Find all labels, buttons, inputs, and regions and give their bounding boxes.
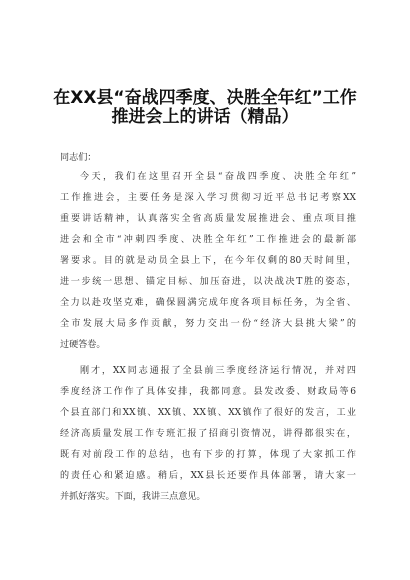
paragraph-2-line: 经济高质量发展工作专班汇报了招商引资情况，讲得都很实在， [60, 429, 356, 439]
paragraph-1-line: 进一步统一思想、锚定目标、加压奋进，以决战决T胜的姿态， [60, 277, 356, 287]
paragraph-1-line: 今天，我们在这里召开全县“奋战四季度、决胜全年红” [80, 172, 356, 182]
paragraph-1-line: 署要求。目的就是动员全县上下，在今年仅剩的80天时间里， [60, 256, 356, 266]
paragraph-2-line: 的责任心和紧迫感。稍后，XX县长还要作具体部署，请大家一 [60, 471, 356, 481]
paragraph-2-line: 并抓好落实。下面，我讲三点意见。 [60, 492, 206, 502]
paragraph-2-line: 刚才，XX同志通报了全县前三季度经济运行情况，并对四 [80, 366, 356, 376]
paragraph-2-line: 既有对前段工作的总结，也有下步的打算，体现了大家抓工作 [60, 450, 356, 460]
paragraph-1-line: 进会和全市“冲刺四季度、决胜全年红”工作推进会的最新部 [60, 235, 356, 245]
document-title-line-1: 在XX县“奋战四季度、决胜全年红”工作 [53, 88, 357, 108]
paragraph-1-line: 工作推进会，主要任务是深入学习贯彻习近平总书记考察XX [60, 193, 356, 203]
paragraph-1-line: 全市发展大局多作贡献，努力交出一份“经济大县挑大梁”的 [60, 319, 356, 329]
paragraph-1-line: 全力以赴攻坚克难，确保圆满完成年度各项目标任务，为全省、 [60, 298, 356, 308]
paragraph-2-line: 季度经济工作作了具体安排，我都同意。县发改委、财政局等6 [60, 387, 356, 397]
paragraph-1-line: 过硬答卷。 [60, 340, 106, 350]
paragraph-2-line: 个县直部门和XX镇、XX镇、XX镇、XX镇作了很好的发言，工业 [60, 408, 356, 418]
paragraph-1-line: 重要讲话精神，认真落实全省高质量发展推进会、重点项目推 [60, 214, 356, 224]
document-title-line-2: 推进会上的讲话（精品） [111, 107, 299, 127]
greeting: 同志们： [60, 153, 97, 163]
